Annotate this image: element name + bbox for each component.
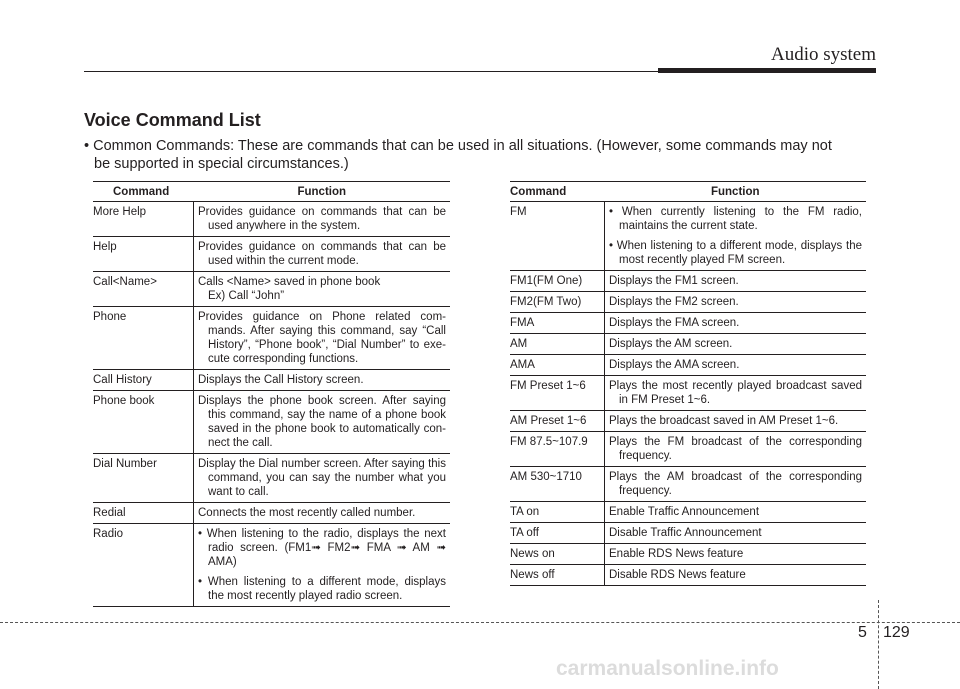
function-cell: Plays the FM broadcast of the corresponding frequency. [609,436,862,462]
table-row [510,432,866,467]
table-row [510,544,866,565]
table-row [93,202,450,237]
page-number: 129 [883,624,910,641]
function-cell: Connects the most recently called number. [198,507,416,519]
column-header-function: Function [194,182,451,202]
function-cell: Displays the FM2 screen. [609,296,739,308]
function-cell: Disable RDS News feature [609,569,746,581]
table-row [93,237,450,272]
column-header-command: Command [93,182,194,202]
table-row [510,334,866,355]
function-cell: Display the Dial number screen. After saying this command, you can say the number what you want to call. [198,458,446,498]
function-cell: Displays the Call History screen. [198,374,364,386]
command-cell: AM 530~1710 [510,467,605,502]
command-cell: TA off [510,523,605,544]
function-cell: Displays the AMA screen. [609,359,740,371]
table-row [510,292,866,313]
command-cell: Redial [93,503,194,524]
command-table-left [93,181,450,607]
intro-line-2: be supported in special circumstances.) [94,156,349,172]
command-cell: FM 87.5~107.9 [510,432,605,467]
column-header-function: Function [605,182,867,202]
command-cell: Phone [93,307,194,370]
command-cell: FM1(FM One) [510,271,605,292]
column-header-command: Command [510,182,605,202]
command-cell: FM Preset 1~6 [510,376,605,411]
command-cell: News off [510,565,605,586]
function-cell: Enable Traffic Announcement [609,506,760,518]
command-cell: Radio [93,524,194,607]
command-cell: Call<Name> [93,272,194,307]
command-cell: AM [510,334,605,355]
function-cell: Displays the FM1 screen. [609,275,739,287]
intro-paragraph [84,137,884,173]
function-bullet: • When listening to a different mode, displays the most recently played FM screen. [609,240,862,266]
command-table-right [510,181,866,586]
command-cell: Help [93,237,194,272]
command-cell: TA on [510,502,605,523]
function-example: Ex) Call “John” [208,290,285,302]
function-cell: Provides guidance on Phone related com-mands. After saying this command, say “Call History”, “Phone book”, “Dial Number” to exe-cute corresponding functions. [198,311,446,365]
table-header-row [93,182,450,202]
table-row [93,524,450,607]
function-cell: Displays the FMA screen. [609,317,740,329]
command-cell: FM2(FM Two) [510,292,605,313]
footer-divider [0,622,960,623]
table-row [510,467,866,502]
table-row [93,272,450,307]
table-row [510,355,866,376]
function-cell: Provides guidance on commands that can be used anywhere in the system. [198,206,446,232]
intro-line-1: • Common Commands: These are commands that can be used in all situations. (However, some commands may not [84,138,832,154]
table-row [93,503,450,524]
table-row [93,454,450,503]
chapter-number: 5 [858,624,867,641]
table-row [93,391,450,454]
running-header-title: Audio system [770,44,876,65]
function-cell: Disable Traffic Announcement [609,527,762,539]
function-cell: Calls <Name> saved in phone book [198,276,381,288]
footer-separator [878,600,879,689]
table-row [510,523,866,544]
command-cell: Call History [93,370,194,391]
function-cell: Displays the phone book screen. After saying this command, say the name of a phone book saved in the phone book to automatically con-nect the call. [198,395,446,449]
section-title: Voice Command List [84,110,261,130]
table-row [510,411,866,432]
command-cell: FM [510,202,605,271]
table-row [510,565,866,586]
command-cell: Dial Number [93,454,194,503]
command-cell: AM Preset 1~6 [510,411,605,432]
command-cell: AMA [510,355,605,376]
function-bullet: • When listening to the radio, displays the next radio screen. (FM1➟ FM2➟ FMA ➟ AM ➟ AMA) [198,528,446,568]
table-row [510,271,866,292]
command-cell: News on [510,544,605,565]
command-cell: FMA [510,313,605,334]
function-cell: Displays the AM screen. [609,338,733,350]
table-row [93,370,450,391]
function-cell: Plays the most recently played broadcast saved in FM Preset 1~6. [609,380,862,406]
header-rule-accent [658,68,876,73]
table-row [510,502,866,523]
function-cell: Plays the AM broadcast of the corresponding frequency. [609,471,862,497]
function-cell: Provides guidance on commands that can be used within the current mode. [198,241,446,267]
table-header-row [510,182,866,202]
watermark: carmanualsonline.info [556,657,779,680]
table-row [93,307,450,370]
table-row [510,202,866,271]
command-cell: More Help [93,202,194,237]
table-row [510,376,866,411]
command-cell: Phone book [93,391,194,454]
function-cell: Plays the broadcast saved in AM Preset 1~6. [609,415,839,427]
function-bullet: • When listening to a different mode, displays the most recently played radio screen. [198,576,446,602]
function-bullet: • When currently listening to the FM radio, maintains the current state. [609,206,862,232]
table-row [510,313,866,334]
function-cell: Enable RDS News feature [609,548,744,560]
